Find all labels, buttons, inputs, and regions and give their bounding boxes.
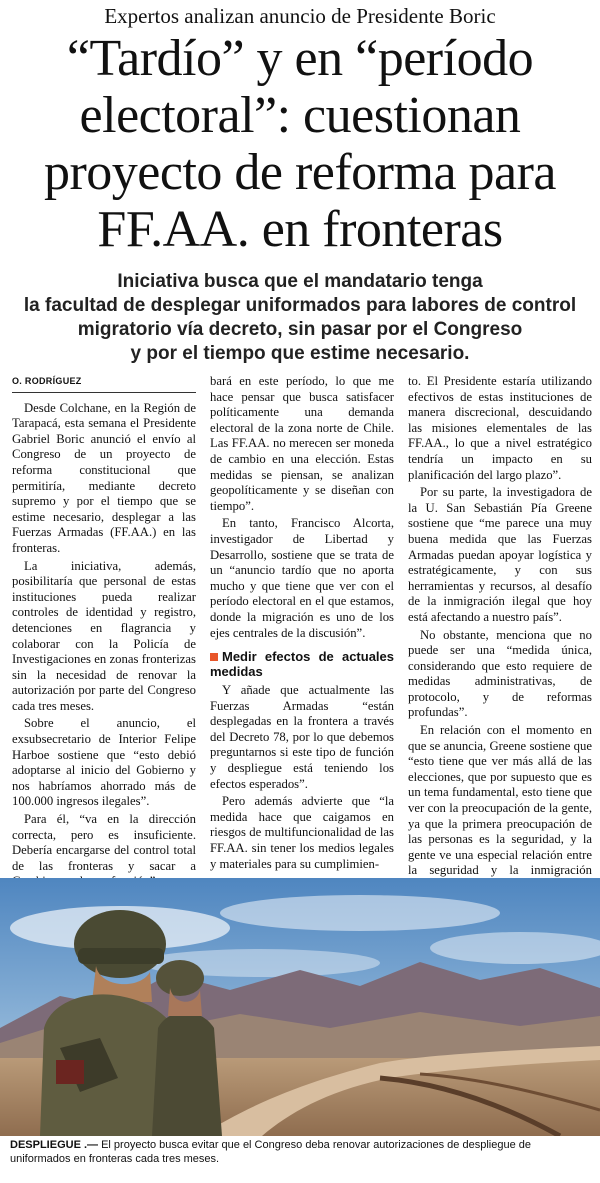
paragraph: Sobre el anuncio, el exsubsecretario de Interior Felipe Harboe sostiene que “esto debió adoptarse al inicio del Gobierno y nos habríamos ahorrado más de 100.000 ingresos ilegales”. — [12, 716, 196, 809]
column-3 — [408, 374, 592, 897]
paragraph: Para él, “va en la dirección correcta, pero es insuficiente. Debería encargarse del control total de las fronteras y sacar a — [12, 812, 196, 873]
deck — [0, 270, 600, 366]
paragraph: Pero además advierte que “la medida hace que caigamos en riesgos de multifuncionalidad de las FF.AA. sin tener los medios legales y materiales para su cumplimien- — [210, 794, 394, 871]
subheading-text: Medir efectos de actuales medidas — [210, 649, 394, 680]
square-bullet-icon — [210, 653, 218, 661]
headline-line: FF.AA. en fronteras — [97, 201, 503, 258]
subheading — [210, 649, 394, 679]
paragraph: to. El Presidente estaría utilizando efectivos de estas instituciones de manera discrecional, descuidando las misiones elementales de las FF.AA., lo que a nivel estratégico tendría un impacto en su planificación del largo plazo”. — [408, 374, 592, 482]
headline-line: proyecto de reforma para — [43, 144, 557, 201]
photo-soldiers-border — [0, 878, 600, 1136]
paragraph: bará en este período, lo que me hace pensar que busca satisfacer políticamente una demanda electoral de la zona norte de Chile. Las FF.AA. no merecen ser moneda de cambio en una elección. Estas medidas se piensan, se analizan geopolíticamente y se diseñan con tiempo”. — [210, 374, 394, 513]
headline-line: electoral”: cuestionan — [79, 87, 521, 144]
deck-line: Iniciativa busca que el mandatario tenga — [117, 271, 483, 292]
caption-text: El proyecto busca evitar que el Congreso deba renovar autorizaciones de despliegue de uniformados en fronteras cada tres meses. — [10, 1139, 531, 1165]
deck-line: la facultad de desplegar uniformados para labores de control — [23, 295, 577, 316]
paragraph: Desde Colchane, en la Región de Tarapacá, esta semana el Presidente Gabriel Boric anunció el envío al Congreso de un proyecto de reforma constitucional que permitiría, mediante decreto supremo y por el tiempo que se estime necesario, desplegar a las Fuerzas Armadas (FF.AA.) en las fronteras. — [12, 400, 196, 555]
paragraph: Por su parte, la investigadora de la U. San Sebastián Pía Greene sostiene que “me parece una muy buena medida que las Fuerzas Armadas puedan apoyar logística y estratégicamente, y con sus herramientas y recursos, al desafío de la inmigración ilegal que hoy está afectando a nuestro país”. — [408, 485, 592, 624]
column-2 — [210, 374, 394, 874]
byline: O. RODRÍGUEZ — [12, 374, 196, 393]
column-1 — [12, 374, 196, 941]
deck-line: migratorio vía decreto, sin pasar por el Congreso — [77, 319, 523, 340]
photo-caption — [10, 1138, 592, 1166]
caption-label: DESPLIEGUE .— — [10, 1139, 99, 1151]
paragraph: La iniciativa, además, posibilitaría que personal de estas instituciones pueda realizar controles de identidad y registro, detenciones en flagrancia y colaborar con la Policía de Investigaciones en zonas fronterizas sin la necesidad de renovar la autorización por parte del Congreso cada tres meses. — [12, 558, 196, 713]
headline — [0, 30, 600, 258]
deck-line: y por el tiempo que estime necesario. — [130, 343, 470, 364]
paragraph: No obstante, menciona que no puede ser una “medida única, considerando que esto requiere de medidas administrativas, de protocolo, y de reformas profundas”. — [408, 627, 592, 720]
kicker: Expertos analizan anuncio de Presidente Boric — [104, 4, 496, 28]
headline-line: “Tardío” y en “período — [66, 30, 534, 87]
paragraph: Y añade que actualmente las Fuerzas Armadas “están desplegadas en la frontera a través del Decreto 78, por lo que debemos preguntarnos si este tipo de función y despliegue está teniendo los efectos esperados”. — [210, 683, 394, 791]
paragraph: En relación con el momento en que se anuncia, Greene sostiene que “esto tiene que ver más allá de las elecciones, que por supuesto que es un tema fundamental, esto tiene que ver con la preocupación de la gente, ya que la primera preocupación de las personas es la seguridad, y la gente ve una especial relación entre la seguridad y la inmigración — [408, 723, 592, 878]
paragraph: En tanto, Francisco Alcorta, investigador de Libertad y Desarrollo, sostiene que se trata de un “anuncio tardío que no aporta mucho y que tiene que ver con el período electoral en el que estamos, donde la migración es uno de los ejes centrales de la discusión”. — [210, 516, 394, 640]
